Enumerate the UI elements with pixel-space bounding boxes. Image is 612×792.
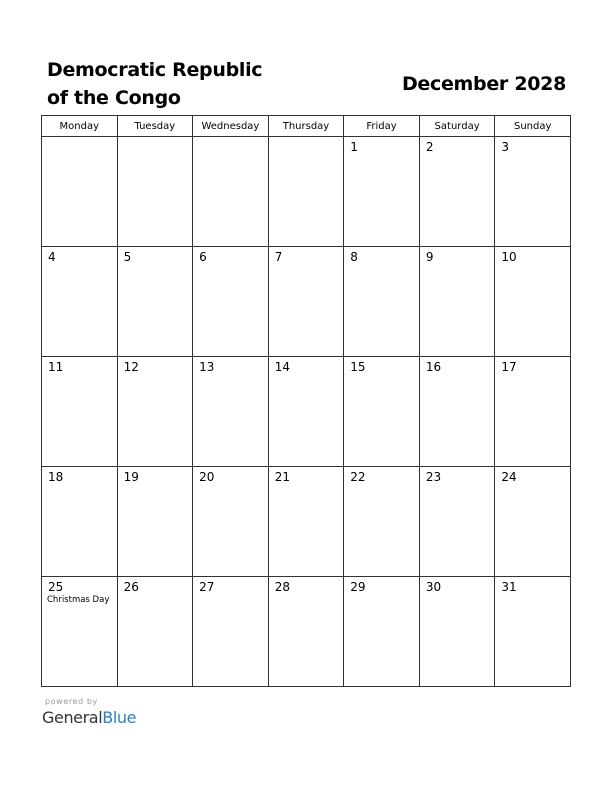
day-cell — [495, 357, 571, 467]
day-number: 13 — [199, 360, 215, 374]
day-cell — [42, 357, 118, 467]
day-number: 5 — [123, 250, 132, 264]
day-cell — [495, 577, 571, 687]
day-cell — [117, 467, 193, 577]
weekday-header-row — [42, 116, 571, 137]
day-number: 14 — [274, 360, 290, 374]
day-cell — [193, 577, 269, 687]
weekday-header: Wednesday — [193, 116, 269, 137]
country-title — [47, 56, 327, 112]
week-row — [42, 467, 571, 577]
day-cell — [495, 137, 571, 247]
day-cell — [117, 577, 193, 687]
day-cell — [495, 247, 571, 357]
day-cell — [117, 137, 193, 247]
weekday-header: Tuesday — [117, 116, 193, 137]
day-cell — [344, 247, 420, 357]
day-number: 7 — [274, 250, 283, 264]
day-cell — [495, 467, 571, 577]
day-number: 29 — [350, 580, 366, 594]
day-cell — [419, 577, 495, 687]
day-cell — [42, 577, 118, 687]
calendar-body — [42, 137, 571, 687]
day-cell — [268, 357, 344, 467]
day-cell — [419, 247, 495, 357]
day-cell — [268, 467, 344, 577]
day-number: 3 — [501, 140, 510, 154]
day-number: 1 — [350, 140, 358, 154]
day-number: 15 — [350, 360, 366, 374]
day-number: 12 — [123, 360, 139, 374]
powered-by-label: powered by — [45, 697, 98, 706]
day-cell — [419, 357, 495, 467]
day-cell — [117, 357, 193, 467]
day-number: 28 — [274, 580, 290, 594]
day-number: 9 — [425, 250, 434, 264]
weekday-header: Saturday — [419, 116, 495, 137]
day-number: 19 — [123, 470, 139, 484]
day-number: 2 — [425, 140, 434, 154]
day-cell — [344, 467, 420, 577]
day-number: 22 — [350, 470, 366, 484]
weekday-header: Sunday — [495, 116, 571, 137]
day-number: 18 — [48, 470, 64, 484]
day-number: 8 — [350, 250, 358, 264]
day-number: 23 — [425, 470, 442, 484]
brand-part-general: General — [42, 708, 103, 727]
day-cell — [419, 467, 495, 577]
day-cell — [268, 137, 344, 247]
day-number: 10 — [501, 250, 517, 264]
day-cell — [193, 137, 269, 247]
day-cell — [42, 247, 118, 357]
generalblue-logo — [42, 708, 136, 727]
day-number: 11 — [48, 360, 64, 374]
holiday-label: Christmas Day — [47, 595, 110, 605]
weekday-header: Friday — [344, 116, 420, 137]
day-cell — [344, 357, 420, 467]
day-number: 27 — [199, 580, 215, 594]
day-cell — [268, 247, 344, 357]
day-number: 21 — [274, 470, 290, 484]
day-cell — [193, 247, 269, 357]
day-cell — [344, 137, 420, 247]
day-cell — [419, 137, 495, 247]
day-cell — [42, 467, 118, 577]
day-cell — [117, 247, 193, 357]
weekday-header: Thursday — [268, 116, 344, 137]
week-row — [42, 137, 571, 247]
day-number: 16 — [425, 360, 442, 374]
month-year-title: December 2028 — [401, 73, 566, 95]
brand-part-blue: Blue — [102, 708, 137, 727]
day-number: 30 — [425, 580, 442, 594]
day-cell — [344, 577, 420, 687]
weekday-header: Monday — [42, 116, 118, 137]
calendar-grid — [41, 115, 571, 687]
day-number: 4 — [48, 250, 56, 264]
day-cell — [268, 577, 344, 687]
week-row — [42, 357, 571, 467]
day-cell — [42, 137, 118, 247]
day-number: 24 — [501, 470, 517, 484]
day-number: 26 — [123, 580, 139, 594]
day-number: 17 — [501, 360, 517, 374]
week-row — [42, 577, 571, 687]
day-number: 25 — [48, 580, 64, 594]
day-cell — [193, 357, 269, 467]
country-title-line2: of the Congo — [47, 87, 181, 109]
day-number: 20 — [199, 470, 215, 484]
country-title-line1: Democratic Republic — [47, 59, 263, 81]
day-cell — [193, 467, 269, 577]
week-row — [42, 247, 571, 357]
day-number: 6 — [199, 250, 207, 264]
day-number: 31 — [501, 580, 517, 594]
